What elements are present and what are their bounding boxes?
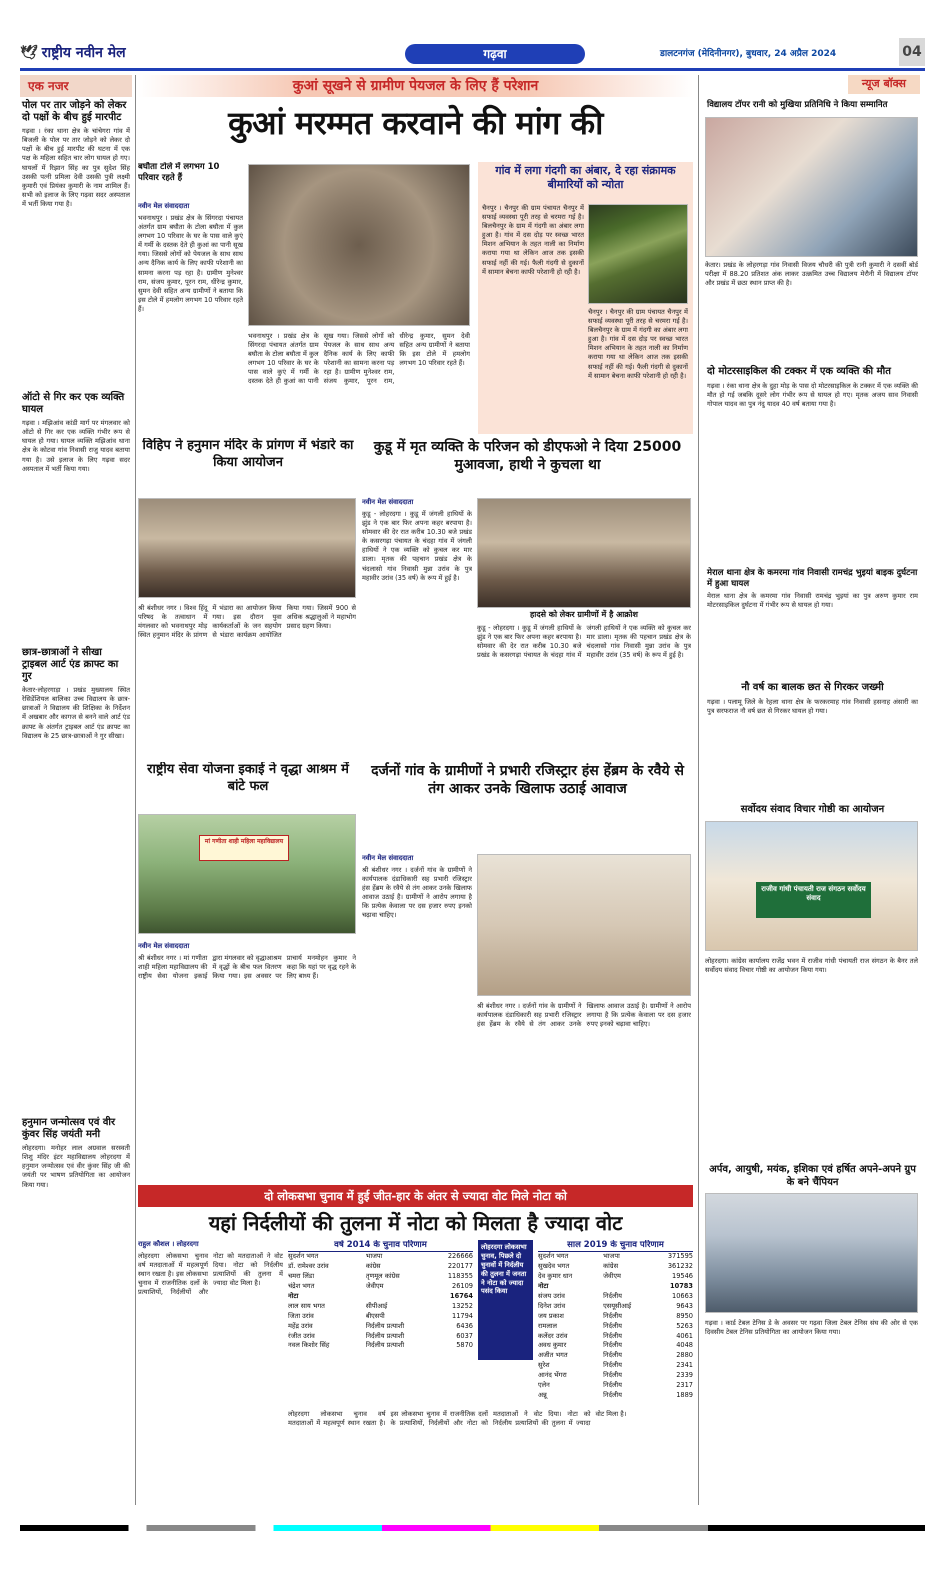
story-title: विहिप ने हनुमान मंदिर के प्रांगण में भंडारे का किया आयोजन: [142, 438, 354, 470]
party-name: बीएसपी: [365, 1311, 385, 1320]
vote-count: 6436: [456, 1321, 473, 1330]
vote-count: 16764: [450, 1292, 473, 1301]
left-story-title: हनुमान जन्मोत्सव एवं वीर कुंवर सिंह जयंती मनी: [22, 1117, 116, 1141]
candidate-name: जय प्रकाश: [538, 1311, 564, 1320]
story-kicker: बघौता टोले में लगभग 10 परिवार रहते हैं: [138, 162, 220, 184]
right-story-body: लोहरदगा। कांग्रेस कार्यालय राजेंद्र भवन में राजीव गांधी पंचायती राज संगठन के बैनर तले सर्वोदय संवाद विचार गोष्ठी का आयोजन किया गया।: [705, 957, 918, 975]
right-story-body: गढ़वा । कार्ड टेबल टेनिस डे के अवसर पर गढ़वा जिला टेबल टेनिस संघ की ओर से एक दिवसीय टेबल टेनिस प्रतियोगिता का आयोजन किया गया।: [705, 1319, 918, 1337]
party-name: निर्दलीय: [603, 1371, 622, 1380]
vote-count: 2880: [676, 1351, 693, 1360]
result-row: [538, 1282, 693, 1292]
result-row: [538, 1371, 693, 1381]
right-story-body: मेराल थाना क्षेत्र के कमरमा गांव निवासी रामचंद्र भुइयां का पुत्र अरुण कुमार राम मोटरसाइकिल दुर्घटना में गंभीर रूप से घायल हो गया।: [707, 592, 918, 610]
vote-count: 26109: [452, 1282, 473, 1291]
vote-count: 361232: [667, 1262, 693, 1271]
right-story-6: [705, 1161, 920, 1496]
right-story-1: [705, 97, 920, 359]
right-story-2: [705, 363, 920, 563]
vote-count: 4061: [676, 1331, 693, 1340]
party-name: निर्दलीय: [603, 1361, 622, 1370]
party-name: [603, 1282, 665, 1292]
result-row: [538, 1272, 693, 1282]
vote-count: 220177: [447, 1262, 473, 1271]
candidate-name: कलेंदर उरांव: [538, 1331, 568, 1340]
story-body: कुडू - लोहरदगा । कुडू में जंगली हाथियों के झुंड ने एक बार फिर अपना कहर बरपाया है। सोमवार की देर रात करीब 10.30 बजे प्रखंड के कसरगढ़ा पंचायत के चंदहा गांव में जंगली हाथियों ने एक व्यक्ति को कुचल कर मार डाला। मृतक की पहचान प्रखंड क्षेत्र के चंदलासो गांव निवासी मुन्ना उरांव के पुत्र महावीर उरांव (35 वर्ष) के रूप में हुई है।: [362, 510, 472, 582]
story-byline: नवीन मेल संवाददाता: [138, 942, 190, 950]
result-row: [538, 1381, 693, 1391]
election-story: [138, 1240, 693, 1520]
party-name: निर्दलीय प्रत्याशी: [365, 1331, 405, 1340]
vote-count: 2339: [676, 1371, 693, 1380]
section-label: गढ़वा: [405, 44, 585, 64]
story-body: भवनाथपुर । प्रखंड क्षेत्र के सिंगरदा पंचायत अंतर्गत ग्राम बघौता के टोला बघौता में कुल लगभग 10 परिवार के घर के पास वाले कुएं में गर्मी के दस्तक देते ही कुआं का पानी सूख गया। जिससे लोगों को पेयजल के साथ साथ अन्य दैनिक कार्य के लिए काफी परेशानी का सामना करना पड़ रहा है। ग्रामीण मुनेश्वर राम, संजय कुमार, पूरन राम, धीरेन्द्र कुमार, सुमन देवी सहित अन्य ग्रामीणों ने बताया कि इस टोले में हमलोग लगभग 10 परिवार रहते हैं।: [138, 214, 243, 313]
left-story-2: [20, 389, 132, 644]
sarvoday-samvad-photo: [705, 821, 918, 951]
villagers-photo: [477, 498, 691, 608]
vote-count: 5263: [676, 1321, 693, 1330]
story-byline: नवीन मेल संवाददाता: [362, 854, 414, 862]
right-story-3: [705, 565, 920, 675]
party-name: निर्दलीय प्रत्याशी: [365, 1341, 405, 1350]
story-byline: नवीन मेल संवाददाता: [362, 498, 414, 506]
vote-count: 1889: [676, 1390, 693, 1399]
column-divider: [135, 75, 136, 1505]
left-column: [20, 75, 132, 1500]
story-vhp: [138, 438, 358, 758]
result-row: [538, 1292, 693, 1302]
right-column: [705, 75, 920, 1500]
registration-bar: [20, 1525, 925, 1531]
story-body: श्री बंशीधर नगर । विश्व हिंदू परिषद के तत्वाधान में मंगलवार को भवनाथपुर मोड़ स्थित हनुमान मंदिर के प्रांगण में भंडारा का आयोजन किया गया। इस दौरान युवा कार्यकर्ताओं के जन सहयोग से भंडारा कार्यक्रम आयोजित किया गया। जिसमें 900 से अधिक श्रद्धालुओं ने महाभोग प्रसाद ग्रहण किया।: [138, 604, 356, 640]
story-body: चैनपुर । चैनपुर की ग्राम पंचायत चैनपुर में सफाई व्यवस्था पूरी तरह से चरमरा गई है। बिलचैनपुर के ग्राम में गंदगी का अंबार लगा हुआ है। गांव में दस दोड़ पर स्वच्छ भारत मिशन अभियान के तहत नाली का निर्माण कराया गया था लेकिन आज तक इसकी सफाई नहीं की गई। फैली गंदगी से दुकानों में सामान बेचना काफी परेशानी हो रही है।: [482, 204, 584, 276]
vote-count: 10783: [670, 1282, 693, 1291]
candidate-name: चंद्रेश भगत: [288, 1282, 315, 1291]
candidate-name: संजय उरांव: [538, 1292, 565, 1301]
right-story-body: गढ़वा । रंका थाना क्षेत्र के दुहा मोड़ के पास दो मोटरसाइकिल के टक्कर में एक व्यक्ति की मौत हो गई जबकि दूसरे लोग गंभीर रूप से घायल हो गए। मृतक अजय साव निवासी गोपाल यादव का पुत्र नंदु यादव 40 वर्ष बताया गया है।: [707, 381, 918, 408]
result-row: [288, 1292, 473, 1302]
results-2014-title: वर्ष 2014 के चुनाव परिणाम: [288, 1240, 473, 1252]
party-name: भाजपा: [365, 1252, 383, 1261]
party-name: भाजपा: [603, 1252, 620, 1261]
vote-count: 2317: [676, 1381, 693, 1390]
vote-count: 371595: [667, 1252, 693, 1261]
party-name: कांग्रेस: [603, 1262, 619, 1271]
party-name: निर्दलीय प्रत्याशी: [365, 1321, 405, 1330]
story-body: श्री बंशीधर नगर । मां गणीता शाही महिला महाविद्यालय की राष्ट्रीय सेवा योजना इकाई द्वारा मंगलवार को वृद्धाआश्रम में वृद्धों के बीच फल वितरण किया गया। इस अवसर पर प्राचार्य मनमोहन कुमार ने कहा कि यहां पर वृद्ध रहने के लिए बाध्य हैं।: [138, 954, 356, 981]
party-name: जेवीएम: [603, 1272, 621, 1281]
vote-count: 118355: [447, 1272, 473, 1281]
dry-well-photo: [248, 164, 470, 326]
story-elephant: [362, 438, 693, 758]
party-name: निर्दलीय: [603, 1292, 622, 1301]
candidate-name: सुखदेव भगत: [538, 1262, 570, 1271]
candidate-name: नोटा: [538, 1282, 549, 1291]
story-body: लोहरदगा लोकसभा चुनाव वर्ष मतदाताओं में महत्वपूर्ण स्थान रखता है। इस लोकसभा चुनाव में राजनीतिक दलों के प्रत्याशियों, निर्दलीयों और नोटा को मतदाताओं ने वोट दिया। नोटा को निर्दलीय प्रत्याशियों की तुलना में ज्यादा वोट मिला है।: [138, 1252, 283, 1297]
right-story-4: [705, 679, 920, 799]
candidate-name: अन्नू: [538, 1390, 547, 1399]
candidate-name: रंजीत उरांव: [288, 1331, 315, 1340]
candidate-name: जिता उरांव: [288, 1311, 314, 1320]
candidate-name: नोटा: [288, 1292, 299, 1301]
result-row: [288, 1322, 473, 1332]
story-title: कुडू में मृत व्यक्ति के परिजन को डीएफओ ने दिया 25000 मुआवजा, हाथी ने कुचला था: [373, 439, 682, 474]
candidate-name: आनंद भेंगरा: [538, 1371, 567, 1380]
result-row: [538, 1341, 693, 1351]
candidate-name: सुदर्शन भगत: [288, 1252, 319, 1261]
dateline: डालटनगंज (मेदिनीनगर), बुधवार, 24 अप्रैल 2024: [660, 49, 837, 59]
party-name: निर्दलीय: [603, 1351, 622, 1360]
story-registrar: [362, 762, 693, 1182]
story-body-continued: चैनपुर । चैनपुर की ग्राम पंचायत चैनपुर में सफाई व्यवस्था पूरी तरह से चरमरा गई है। बिलचैनपुर के ग्राम में गंदगी का अंबार लगा हुआ है। गांव में दस दोड़ पर स्वच्छ भारत मिशन अभियान के तहत नाली का निर्माण कराया गया था लेकिन आज तक इसकी सफाई नहीं की गई। फैली गंदगी से दुकानों में सामान बेचना काफी परेशानी हो रही है।: [588, 308, 688, 380]
story-body-continued: श्री बंशीधर नगर । दर्जनों गांव के ग्रामीणों ने कार्यपालक दंडाधिकारी सह प्रभारी रजिस्ट्रार हंस हेंब्रम के रवैये से तंग आकर उनके खिलाफ आवाज उठाई है। ग्रामीणों ने आरोप लगाया है कि प्रत्येक केवाला पर दस हजार रुपए इनको चढ़ावा चाहिए।: [477, 1002, 691, 1029]
paper-name: [20, 44, 126, 63]
column-divider: [698, 75, 699, 1505]
party-name: निर्दलीय: [603, 1390, 622, 1399]
party-name: एसयूसीआई: [603, 1301, 632, 1310]
result-row: [288, 1252, 473, 1262]
left-story-body: केतार-लोहरगाड़ा । प्रखंड मुख्यालय स्थित रेसिडेंशियल बालिका उच्च विद्यालय के छात्र-छात्राओं ने विद्यालय की शिक्षिका के निर्देशन में अखबार और कागज से बनने वाले आर्ट एंड क्राफ्ट के अंतर्गत ट्राइबल आर्ट एंड क्राफ्ट का विद्यालय के 25 छात्र-छात्राओं ने गुर सीखा।: [22, 686, 130, 740]
results-2014: [288, 1240, 473, 1351]
left-story-title: छात्र-छात्राओं ने सीखा ट्राइबल आर्ट एंड क्राफ्ट का गुर: [22, 647, 119, 683]
candidate-name: सुरेश: [538, 1361, 550, 1370]
story-well: [138, 162, 473, 434]
result-row: [288, 1312, 473, 1322]
candidate-name: लाल साय भगत: [288, 1301, 325, 1310]
vote-count: 8950: [676, 1311, 693, 1320]
result-row: [538, 1302, 693, 1312]
story-body-continued: लोहरदगा लोकसभा चुनाव वर्ष मतदाताओं में महत्वपूर्ण स्थान रखता है। इस लोकसभा चुनाव में राजनीतिक दलों के प्रत्याशियों, निर्दलीयों और नोटा को मतदाताओं ने वोट दिया। नोटा को निर्दलीय प्रत्याशियों की तुलना में ज्यादा वोट मिला है।: [288, 1410, 627, 1428]
vote-count: 2341: [676, 1361, 693, 1370]
result-row: [538, 1312, 693, 1322]
vote-count: 9643: [676, 1301, 693, 1310]
result-row: [288, 1302, 473, 1312]
vote-count: 4048: [676, 1341, 693, 1350]
ek-nazar-tag: एक नजर: [20, 75, 132, 97]
result-row: [288, 1262, 473, 1272]
party-name: कांग्रेस: [365, 1262, 381, 1271]
right-story-body: केतार। प्रखंड के लोहरगड़ा गांव निवासी विजय चौधरी की पुत्री रानी कुमारी ने दसवीं बोर्ड परीक्षा में 88.20 प्रतिशत अंक लाकर उत्क्रमित उच्च विद्यालय मेरौनी में विद्यालय टॉपर और प्रखंड में छठा स्थान प्राप्त की है।: [705, 261, 918, 288]
story-title: दर्जनों गांव के ग्रामीणों ने प्रभारी रजिस्ट्रार हंस हेंब्रम के रवैये से तंग आकर उनके खिलाफ उठाई आवाज: [371, 763, 684, 798]
left-story-body: लोहरदगा। मनोहर लाल अग्रवाल सरस्वती शिशु मंदिर इंटर महाविद्यालय लोहरदगा में हनुमान जन्मोत्सव एवं वीर कुंवर सिंह जी की जयंती पर भाषण प्रतियोगिता का आयोजन किया गया।: [22, 1144, 130, 1189]
left-story-4: [20, 1114, 132, 1514]
result-row: [538, 1391, 693, 1401]
center-note: लोहरदगा लोकसभा चुनाव, पिछले दो चुनावों में निर्दलीय की तुलना में जनता ने नोटा को ज्यादा पसंद किया: [478, 1240, 533, 1360]
story-nss: [138, 762, 358, 1182]
left-story-title: पोल पर तार जोड़ने को लेकर दो पक्षों के बीच हुई मारपीट: [22, 100, 127, 124]
masthead: [20, 38, 925, 68]
bird-logo-icon: 🕊: [20, 45, 38, 61]
vote-count: 19546: [672, 1272, 693, 1281]
result-row: [538, 1252, 693, 1262]
candidate-name: महेंद्र उरांव: [288, 1321, 313, 1330]
news-box-tag: न्यूज बॉक्स: [848, 75, 920, 94]
story-dirt: [478, 162, 693, 434]
villagers-meeting-photo: [477, 854, 691, 996]
stage-banner: राजीव गांधी पंचायती राज संगठन सर्वोदय संवाद: [756, 882, 871, 918]
party-name: निर्दलीय: [603, 1381, 622, 1390]
result-row: [538, 1332, 693, 1342]
vote-count: 10663: [672, 1292, 693, 1301]
story-title: गांव में लगा गंदगी का अंबार, दे रहा संक्रामक बीमारियों को न्योता: [495, 164, 676, 192]
vote-count: 6037: [456, 1331, 473, 1340]
candidate-name: नवल किशोर सिंह: [288, 1341, 330, 1350]
top-banner: कुआं सूखने से ग्रामीण पेयजल के लिए हैं परेशान: [138, 75, 693, 97]
right-story-title: सर्वोदय संवाद विचार गोष्ठी का आयोजन: [740, 804, 885, 815]
drain-photo: [588, 204, 688, 304]
story-title: राष्ट्रीय सेवा योजना इकाई ने वृद्धा आश्रम में बांटे फल: [147, 762, 349, 794]
candidate-name: डॉ. रामेश्वर उरांव: [288, 1262, 329, 1271]
story-body-continued: कुडू - लोहरदगा । कुडू में जंगली हाथियों के झुंड ने एक बार फिर अपना कहर बरपाया है। सोमवार की देर रात करीब 10.30 बजे प्रखंड के कसरगढ़ा पंचायत के चंदहा गांव में जंगली हाथियों ने एक व्यक्ति को कुचल कर मार डाला। मृतक की पहचान प्रखंड क्षेत्र के चंदलासो गांव निवासी मुन्ना उरांव के पुत्र महावीर उरांव (35 वर्ष) के रूप में हुई है।: [477, 624, 691, 660]
right-story-title: मेराल थाना क्षेत्र के कमरमा गांव निवासी रामचंद्र भुइयां बाइक दुर्घटना में हुआ घायल: [707, 568, 918, 589]
party-name: निर्दलीय: [603, 1341, 622, 1350]
champions-photo: [705, 1193, 918, 1313]
page-number: 04: [899, 38, 925, 66]
topper-felicitation-photo: [705, 117, 918, 257]
nss-group-photo: [138, 814, 356, 934]
right-story-body: गढ़वा । पलामू जिले के रेहला थाना क्षेत्र के फरकरमाह गांव निवासी हसनाह अंसारी का पुत्र सरफराज नौ वर्ष छत से गिरकर घायल हो गया।: [707, 697, 918, 715]
result-row: [538, 1322, 693, 1332]
right-story-title: दो मोटरसाइकिल की टक्कर में एक व्यक्ति की मौत: [707, 366, 891, 377]
left-story-3: [20, 644, 132, 1114]
vote-count: 13252: [452, 1301, 473, 1310]
party-name: सीपीआई: [365, 1301, 388, 1310]
candidate-name: चमरा लिंडा: [288, 1272, 315, 1281]
result-row: [288, 1332, 473, 1342]
main-headline: कुआं मरम्मत करवाने की मांग की: [228, 104, 603, 142]
party-name: जेवीएम: [365, 1282, 384, 1291]
result-row: [538, 1262, 693, 1272]
vote-count: 11794: [452, 1311, 473, 1320]
candidate-name: अवध कुमार: [538, 1341, 567, 1350]
paper-name-text: राष्ट्रीय नवीन मेल: [41, 45, 126, 61]
party-name: [366, 1292, 440, 1302]
vote-count: 5870: [456, 1341, 473, 1350]
result-row: [288, 1272, 473, 1282]
election-banner: दो लोकसभा चुनाव में हुई जीत-हार के अंतर से ज्यादा वोट मिले नोटा को: [138, 1185, 693, 1207]
candidate-name: सुदर्शन भगत: [538, 1252, 569, 1261]
result-row: [538, 1361, 693, 1371]
party-name: निर्दलीय: [603, 1321, 622, 1330]
story-byline: नवीन मेल संवाददाता: [138, 202, 190, 210]
results-2019: [538, 1240, 693, 1401]
left-story-body: गढ़वा । मझिआंव कांडी मार्ग पर मंगलवार को ऑटो से गिर कर एक व्यक्ति गंभीर रूप से घायल हो गया। घायल व्यक्ति मझिआंव थाना क्षेत्र के कोटवा गांव निवासी राजु यादव बताया गया है। उसे इलाज के लिए गढ़वा सदर अस्पताल में भर्ती किया गया।: [22, 419, 130, 473]
candidate-name: अजीत भगत: [538, 1351, 568, 1360]
left-story-1: [20, 97, 132, 389]
candidate-name: एलेन: [538, 1381, 550, 1390]
photo-caption: हादसे को लेकर ग्रामीणों में है आक्रोश: [530, 610, 638, 619]
candidate-name: रामलाल: [538, 1321, 557, 1330]
results-2019-title: साल 2019 के चुनाव परिणाम: [538, 1240, 693, 1252]
party-name: तृणमूल कांग्रेस: [365, 1272, 400, 1281]
results-2014-rows: [288, 1252, 473, 1351]
left-story-body: गढ़वा । रंका थाना क्षेत्र के चांचेगरा गांव में बिजली के पोल पर तार जोड़ने को लेकर दो पक्षों के बीच हुई मारपीट की घटना में एक पक्ष के महिला सहित चार लोग घायल हो गए। घायलों में रिझान सिंह का पुत्र सुदेश सिंह उसकी पत्नी प्रमिला देवी उसकी पुत्री लक्ष्मी कुमारी एवं प्रियंका कुमारी के नाम शामिल हैं। सभी को इलाज के लिए गढ़वा सदर अस्पताल में भर्ती किया गया है।: [22, 127, 130, 208]
right-story-title: विद्यालय टॉपर रानी को मुखिया प्रतिनिधि ने किया सम्मानित: [707, 100, 888, 110]
result-row: [288, 1282, 473, 1292]
right-story-title: अर्पव, आयुषी, मयंक, इशिका एवं हर्षित अपने-अपने ग्रुप के बने चैंपियन: [709, 1164, 916, 1188]
results-2019-rows: [538, 1252, 693, 1400]
election-headline: यहां निर्दलीयों की तुलना में नोटा को मिलता है ज्यादा वोट: [208, 1211, 623, 1235]
story-body: श्री बंशीधर नगर । दर्जनों गांव के ग्रामीणों ने कार्यपालक दंडाधिकारी सह प्रभारी रजिस्ट्रार हंस हेंब्रम के रवैये से तंग आकर उनके खिलाफ आवाज उठाई है। ग्रामीणों ने आरोप लगाया है कि प्रत्येक केवाला पर दस हजार रुपए इनको चढ़ावा चाहिए।: [362, 866, 472, 920]
result-row: [288, 1341, 473, 1351]
party-name: निर्दलीय: [603, 1331, 622, 1340]
party-name: निर्दलीय: [603, 1311, 622, 1320]
right-story-title: नौ वर्ष का बालक छत से गिरकर जख्मी: [741, 682, 884, 693]
bhandara-photo: [138, 498, 356, 598]
candidate-name: दिनेश उरांव: [538, 1301, 566, 1310]
result-row: [538, 1351, 693, 1361]
candidate-name: देव कुमार धान: [538, 1272, 573, 1281]
right-story-5: [705, 801, 920, 1181]
left-story-title: ऑटो से गिर कर एक व्यक्ति घायल: [22, 392, 125, 416]
story-body-continued: भवनाथपुर । प्रखंड क्षेत्र के सिंगरदा पंचायत अंतर्गत ग्राम बघौता के टोला बघौता में कुल लगभग 10 परिवार के घर के पास वाले कुएं में गर्मी के दस्तक देते ही कुआं का पानी सूख गया। जिससे लोगों को पेयजल के साथ साथ अन्य दैनिक कार्य के लिए काफी परेशानी का सामना करना पड़ रहा है। ग्रामीण मुनेश्वर राम, संजय कुमार, पूरन राम, धीरेन्द्र कुमार, सुमन देवी सहित अन्य ग्रामीणों ने बताया कि इस टोले में हमलोग लगभग 10 परिवार रहते हैं।: [248, 332, 470, 386]
masthead-rule: [20, 68, 925, 71]
story-byline: राहुल कौशल । लोहरदगा: [138, 1240, 199, 1248]
vote-count: 226666: [447, 1252, 473, 1261]
nss-banner: मां गणीता शाही महिला महाविद्यालय: [199, 835, 289, 861]
